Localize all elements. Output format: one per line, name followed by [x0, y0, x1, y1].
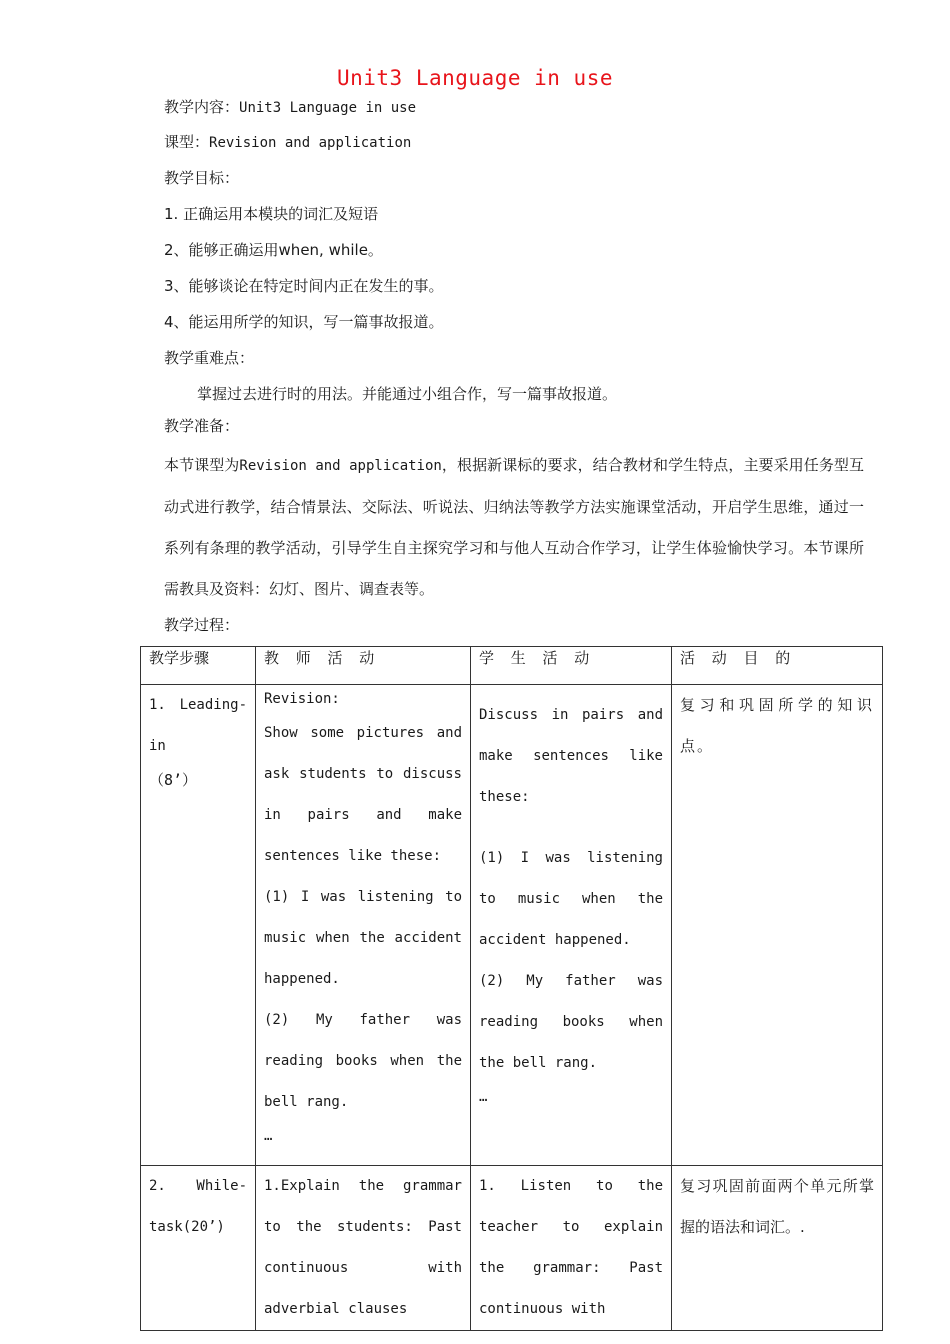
key-points-heading: 教学重难点：	[164, 349, 255, 367]
header-purpose: 活 动 目 的	[672, 647, 883, 685]
objective-4: 4、能运用所学的知识，写一篇事故报道。	[164, 313, 444, 331]
objective-1: 1. 正确运用本模块的词汇及短语	[164, 205, 379, 223]
prep-heading: 教学准备：	[164, 417, 240, 435]
type-value: Revision and application	[209, 135, 412, 151]
row2-student: 1. Listen to the teacher to explain the grammar: Past continuous with	[471, 1166, 672, 1331]
row1-step: 1. Leading-in （8’）	[141, 685, 256, 1166]
type-line	[164, 131, 411, 152]
objective-2: 2、能够正确运用when, while。	[164, 241, 383, 259]
row1-teacher: Revision: Show some pictures and ask students to discuss in pairs and make sentences like these: (1) I was listening to music when the accident happened. (2) My father was reading books when the bell rang. …	[256, 685, 471, 1166]
row2-purpose: 复习巩固前面两个单元所掌握的语法和词汇。.	[672, 1166, 883, 1331]
key-points-text: 掌握过去进行时的用法。并能通过小组合作，写一篇事故报道。	[197, 385, 618, 403]
row2-step: 2. While-task(20’)	[141, 1166, 256, 1331]
table-row	[141, 685, 883, 1166]
objectives-heading: 教学目标：	[164, 169, 240, 187]
prep-paragraph	[164, 445, 864, 610]
header-teacher: 教 师 活 动	[256, 647, 471, 685]
type-label: 课型：	[164, 133, 210, 151]
header-student: 学 生 活 动	[471, 647, 672, 685]
prep-text-1: 本节课型为	[164, 456, 240, 474]
process-heading: 教学过程：	[164, 616, 240, 634]
table-row	[141, 1166, 883, 1331]
row2-teacher: 1.Explain the grammar to the students: Past continuous with adverbial clauses	[256, 1166, 471, 1331]
content-label: 教学内容：	[164, 98, 240, 116]
objective-3: 3、能够谈论在特定时间内正在发生的事。	[164, 277, 444, 295]
prep-text-2: Revision and application	[239, 458, 442, 474]
table-header-row	[141, 647, 883, 685]
row1-student: Discuss in pairs and make sentences like these: (1) I was listening to music when the accident happened. (2) My father was reading books when the bell rang. …	[471, 685, 672, 1166]
content-line	[164, 96, 416, 117]
process-table	[140, 646, 883, 1331]
document-title: Unit3 Language in use	[336, 66, 613, 90]
header-step: 教学步骤	[141, 647, 256, 685]
row1-purpose: 复习和巩固所学的知识点。	[672, 685, 883, 1166]
prep-text-3: ，根据新课标的要求，结合教材和学生特点，主要采用任务型互动式进行教学，结合情景法、交际法、听说法、归纳法等教学方法实施课堂活动，开启学生思维，通过一系列有条理的教学活动，引导学生自主探究学习和与他人互动合作学习，让学生体验愉快学习。本节课所需教具及资料：幻灯、图片、调查表等。	[164, 456, 864, 598]
content-value: Unit3 Language in use	[239, 100, 417, 116]
